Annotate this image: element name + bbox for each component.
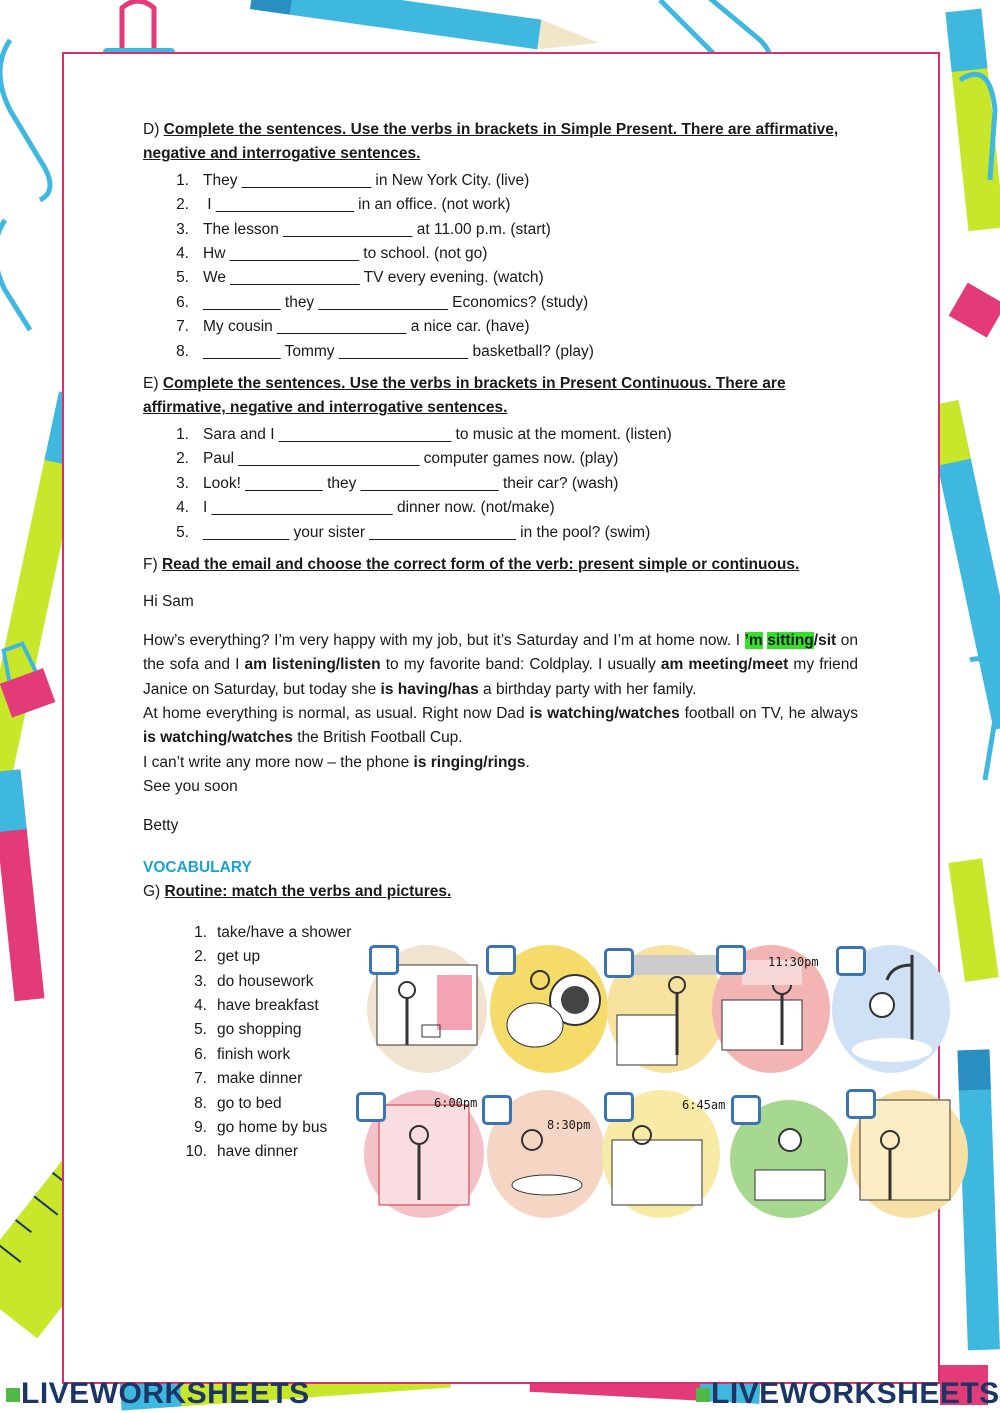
verb-choice[interactable]: is watching/watches [529, 704, 680, 722]
email-greeting: Hi Sam [143, 593, 194, 611]
exercise-d-item [143, 315, 858, 339]
section-f-heading [143, 553, 858, 577]
verb-choice[interactable]: is having/has [380, 680, 479, 698]
match-checkbox[interactable] [604, 948, 634, 978]
verb-choice-highlighted[interactable]: sitting [767, 631, 814, 649]
item-number: 1. [194, 923, 207, 941]
item-text[interactable]: We _______________ TV every evening. (watch) [203, 269, 544, 287]
item-text[interactable]: Paul _____________________ computer games now. (play) [203, 450, 619, 468]
exercise-d-item [143, 193, 858, 217]
match-checkbox[interactable] [846, 1089, 876, 1119]
match-checkbox[interactable] [836, 946, 866, 976]
item-text[interactable]: My cousin _______________ a nice car. (have) [203, 318, 530, 336]
exercise-e-item [143, 521, 858, 545]
item-number: 1. [176, 425, 189, 443]
item-text: make dinner [217, 1070, 303, 1088]
exercise-e-item [143, 496, 858, 520]
liveworksheets-logo-left [6, 1377, 310, 1411]
section-f-instruction-end: . [795, 555, 800, 573]
pen-icon [0, 769, 44, 1001]
item-text: do housework [217, 972, 314, 990]
item-text: go shopping [217, 1021, 302, 1039]
item-text[interactable]: Look! _________ they ________________ their car? (wash) [203, 474, 619, 492]
match-checkbox[interactable] [369, 945, 399, 975]
match-checkbox[interactable] [731, 1095, 761, 1125]
paperclip-icon [0, 220, 30, 330]
section-g-heading [143, 880, 858, 904]
logo-mark-icon [696, 1388, 710, 1402]
match-checkbox[interactable] [716, 945, 746, 975]
email-text-run: football on TV, he always [679, 704, 858, 722]
item-number: 7. [194, 1070, 207, 1088]
email-text [143, 590, 858, 838]
exercise-d-item [143, 266, 858, 290]
email-text-run: on the sofa and I [143, 631, 858, 674]
email-text-run: to my favorite band: Coldplay. I usually [380, 656, 661, 674]
email-paragraph-1 [143, 629, 858, 702]
section-e-letter: E) [143, 375, 159, 393]
email-paragraph-2 [143, 702, 858, 751]
section-e-heading [143, 372, 858, 421]
match-checkbox[interactable] [356, 1092, 386, 1122]
section-d-list [143, 169, 858, 364]
item-text: go to bed [217, 1094, 282, 1112]
item-number: 5. [176, 523, 189, 541]
item-text: go home by bus [217, 1119, 328, 1137]
verb-choice-highlighted[interactable]: ’m [744, 631, 763, 649]
item-number: 8. [194, 1094, 207, 1112]
email-text-run: How’s everything? I’m very happy with my job, but it’s Saturday and I’m at home now. I [143, 631, 745, 649]
item-number: 2. [194, 948, 207, 966]
item-text[interactable]: _________ Tommy _______________ basketball? (play) [203, 342, 594, 360]
item-text[interactable]: _________ they _______________ Economics? (study) [203, 293, 589, 311]
section-d-instruction: Complete the sentences. Use the verbs in brackets in Simple Present. There are affirmative, negative and interrogative sentences. [143, 121, 839, 163]
item-number: 4. [194, 997, 207, 1014]
pen-icon [948, 858, 998, 982]
email-text-run: the British Football Cup. [292, 729, 463, 747]
email-text-run: At home everything is normal, as usual. Right now Dad [143, 704, 530, 722]
item-text: take/have a shower [217, 923, 352, 941]
item-number: 6. [194, 1045, 207, 1063]
email-paragraph-3 [143, 751, 858, 775]
vocabulary-heading: VOCABULARY [143, 858, 252, 876]
item-number: 7. [176, 318, 189, 336]
item-number: 3. [194, 972, 207, 990]
verb-choice[interactable]: am meeting/meet [660, 656, 789, 674]
section-d-letter: D) [143, 121, 160, 138]
email-signature: Betty [143, 816, 179, 834]
exercise-d-item [143, 340, 858, 364]
email-text-run: I can’t write any more now – the phone [143, 753, 414, 771]
exercise-e-item [143, 472, 858, 496]
item-number: 6. [176, 293, 189, 311]
item-number: 4. [176, 245, 189, 263]
item-text: have breakfast [217, 997, 319, 1014]
item-text: get up [217, 948, 261, 966]
logo-mark-icon [6, 1388, 20, 1402]
item-number: 5. [194, 1021, 207, 1039]
section-e-list [143, 423, 858, 545]
verb-choice[interactable]: am listening/listen [244, 656, 381, 674]
section-g-instruction: Routine: match the verbs and pictures. [164, 883, 452, 901]
exercise-d-item [143, 169, 858, 193]
email-text-run: . [525, 753, 530, 771]
item-number: 8. [176, 342, 189, 360]
binder-clip-icon [949, 283, 1000, 338]
item-text[interactable]: Sara and I ____________________ to music at the moment. (listen) [203, 425, 672, 443]
liveworksheets-logo-right [696, 1377, 1000, 1411]
exercise-e-item [143, 423, 858, 447]
pen-icon [250, 0, 601, 58]
item-text[interactable]: The lesson _______________ at 11.00 p.m. (start) [203, 220, 551, 238]
section-e-instruction: Complete the sentences. Use the verbs in brackets in Present Continuous. There are affirmative, negative and interrogative sentences. [143, 375, 786, 417]
logo-text: LIVEWORKSHEETS [21, 1377, 310, 1410]
match-checkbox[interactable] [604, 1092, 634, 1122]
item-text: finish work [217, 1045, 291, 1063]
exercise-d-item [143, 218, 858, 242]
item-number: 4. [176, 499, 189, 517]
clock-time-label: 6:00pm [434, 1096, 478, 1110]
item-text: have dinner [217, 1143, 299, 1161]
item-number: 1. [176, 171, 189, 189]
paperclip-icon [0, 40, 50, 200]
verb-choice[interactable]: is watching/watches [143, 729, 293, 747]
clock-time-label: 6:45am [682, 1098, 726, 1112]
item-text[interactable]: Hw _______________ to school. (not go) [203, 245, 488, 263]
item-number: 3. [176, 220, 189, 238]
item-text[interactable]: __________ your sister _________________ in the pool? (swim) [203, 523, 651, 541]
item-number: 9. [194, 1119, 207, 1137]
match-checkbox[interactable] [486, 945, 516, 975]
item-number: 2. [176, 450, 189, 468]
match-checkbox[interactable] [482, 1095, 512, 1125]
verb-choice[interactable]: is ringing/rings [413, 753, 526, 771]
section-f-instruction: Read the email and choose the correct form of the verb: present simple or continuous [161, 555, 795, 573]
item-text[interactable]: They _______________ in New York City. (live) [203, 171, 530, 189]
item-number: 2. [176, 196, 189, 214]
section-g-letter: G) [143, 883, 161, 901]
exercise-d-item [143, 242, 858, 266]
section-f-letter: F) [143, 555, 158, 573]
clock-time-label: 11:30pm [768, 955, 819, 969]
logo-text: LIVEWORKSHEETS [711, 1377, 1000, 1410]
routine-verb-item [143, 921, 858, 945]
section-d-heading [143, 118, 858, 167]
email-text-run: my friend Janice on Saturday, but today she [143, 656, 858, 698]
verb-choice[interactable]: /sit [813, 631, 837, 649]
email-text-run: a birthday party with her family. [478, 680, 697, 698]
email-closing: See you soon [143, 778, 238, 796]
item-text[interactable]: I _____________________ dinner now. (not/make) [203, 499, 555, 517]
exercise-d-item [143, 291, 858, 315]
item-number: 3. [176, 474, 189, 492]
clock-time-label: 8:30pm [547, 1118, 591, 1132]
exercise-e-item [143, 447, 858, 471]
item-text[interactable]: I ________________ in an office. (not work) [203, 196, 511, 214]
item-number: 5. [176, 269, 189, 287]
item-number: 10. [185, 1143, 207, 1161]
